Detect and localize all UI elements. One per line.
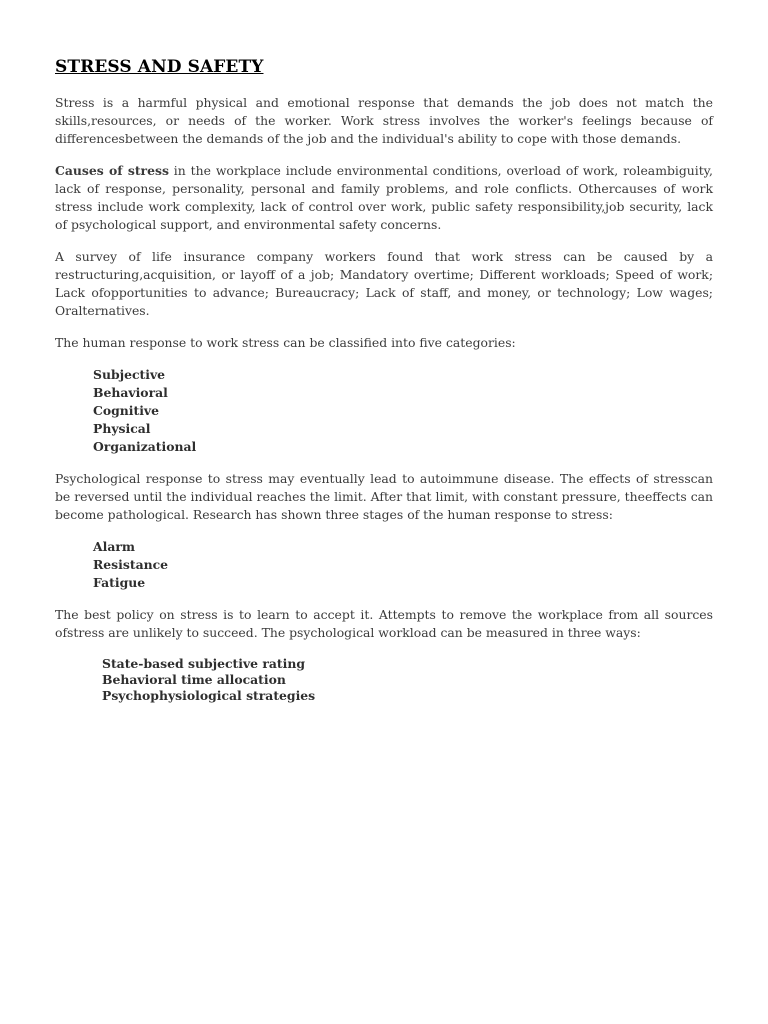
list-item: Behavioral time allocation — [102, 672, 286, 687]
causes-lead: Causes of stress — [55, 163, 169, 178]
measurement-list — [55, 656, 713, 704]
list-item: Physical — [93, 421, 151, 436]
paragraph-survey: A survey of life insurance company workers found that work stress can be caused by a restructuring,acquisition, or layoff of a job; Mandatory overtime; Different workloads; Speed of work; Lack ofopportunities to advance; Bureaucracy; Lack of staff, and money, or technology; Low wages; Oralternatives. — [55, 249, 713, 318]
list-item: State-based subjective rating — [102, 656, 306, 671]
document-page — [55, 56, 713, 718]
list-item: Subjective — [93, 367, 166, 382]
paragraph-policy: The best policy on stress is to learn to accept it. Attempts to remove the workplace from all sources ofstress are unlikely to succeed. The psychological workload can be measured in three ways: — [55, 607, 713, 640]
categories-list — [55, 366, 713, 456]
document-title: STRESS AND SAFETY — [55, 57, 264, 77]
list-item: Psychophysiological strategies — [102, 688, 316, 703]
list-item: Organizational — [93, 439, 197, 454]
list-item: Behavioral — [93, 385, 168, 400]
list-item: Resistance — [93, 557, 169, 572]
list-item: Alarm — [93, 539, 135, 554]
stages-list — [55, 538, 713, 592]
list-item: Cognitive — [93, 403, 160, 418]
causes-text: in the workplace include environmental conditions, overload of work, roleambiguity, lack of response, personality, personal and family problems, and role conflicts. Othercauses of work stress include work complexity, lack of control over work, public safety responsibility,job security, lack of psychological support, and environmental safety concerns. — [55, 163, 713, 232]
paragraph-psychological: Psychological response to stress may eventually lead to autoimmune disease. The effects of stresscan be reversed until the individual reaches the limit. After that limit, with constant pressure, theeffects can become pathological. Research has shown three stages of the human response to stress: — [55, 471, 713, 522]
paragraph-definition: Stress is a harmful physical and emotional response that demands the job does not match the skills,resources, or needs of the worker. Work stress involves the worker's feelings because of differencesbetween the demands of the job and the individual's ability to cope with those demands. — [55, 95, 713, 146]
list-item: Fatigue — [93, 575, 146, 590]
paragraph-causes — [55, 162, 713, 234]
paragraph-response-intro: The human response to work stress can be classified into five categories: — [55, 335, 516, 350]
